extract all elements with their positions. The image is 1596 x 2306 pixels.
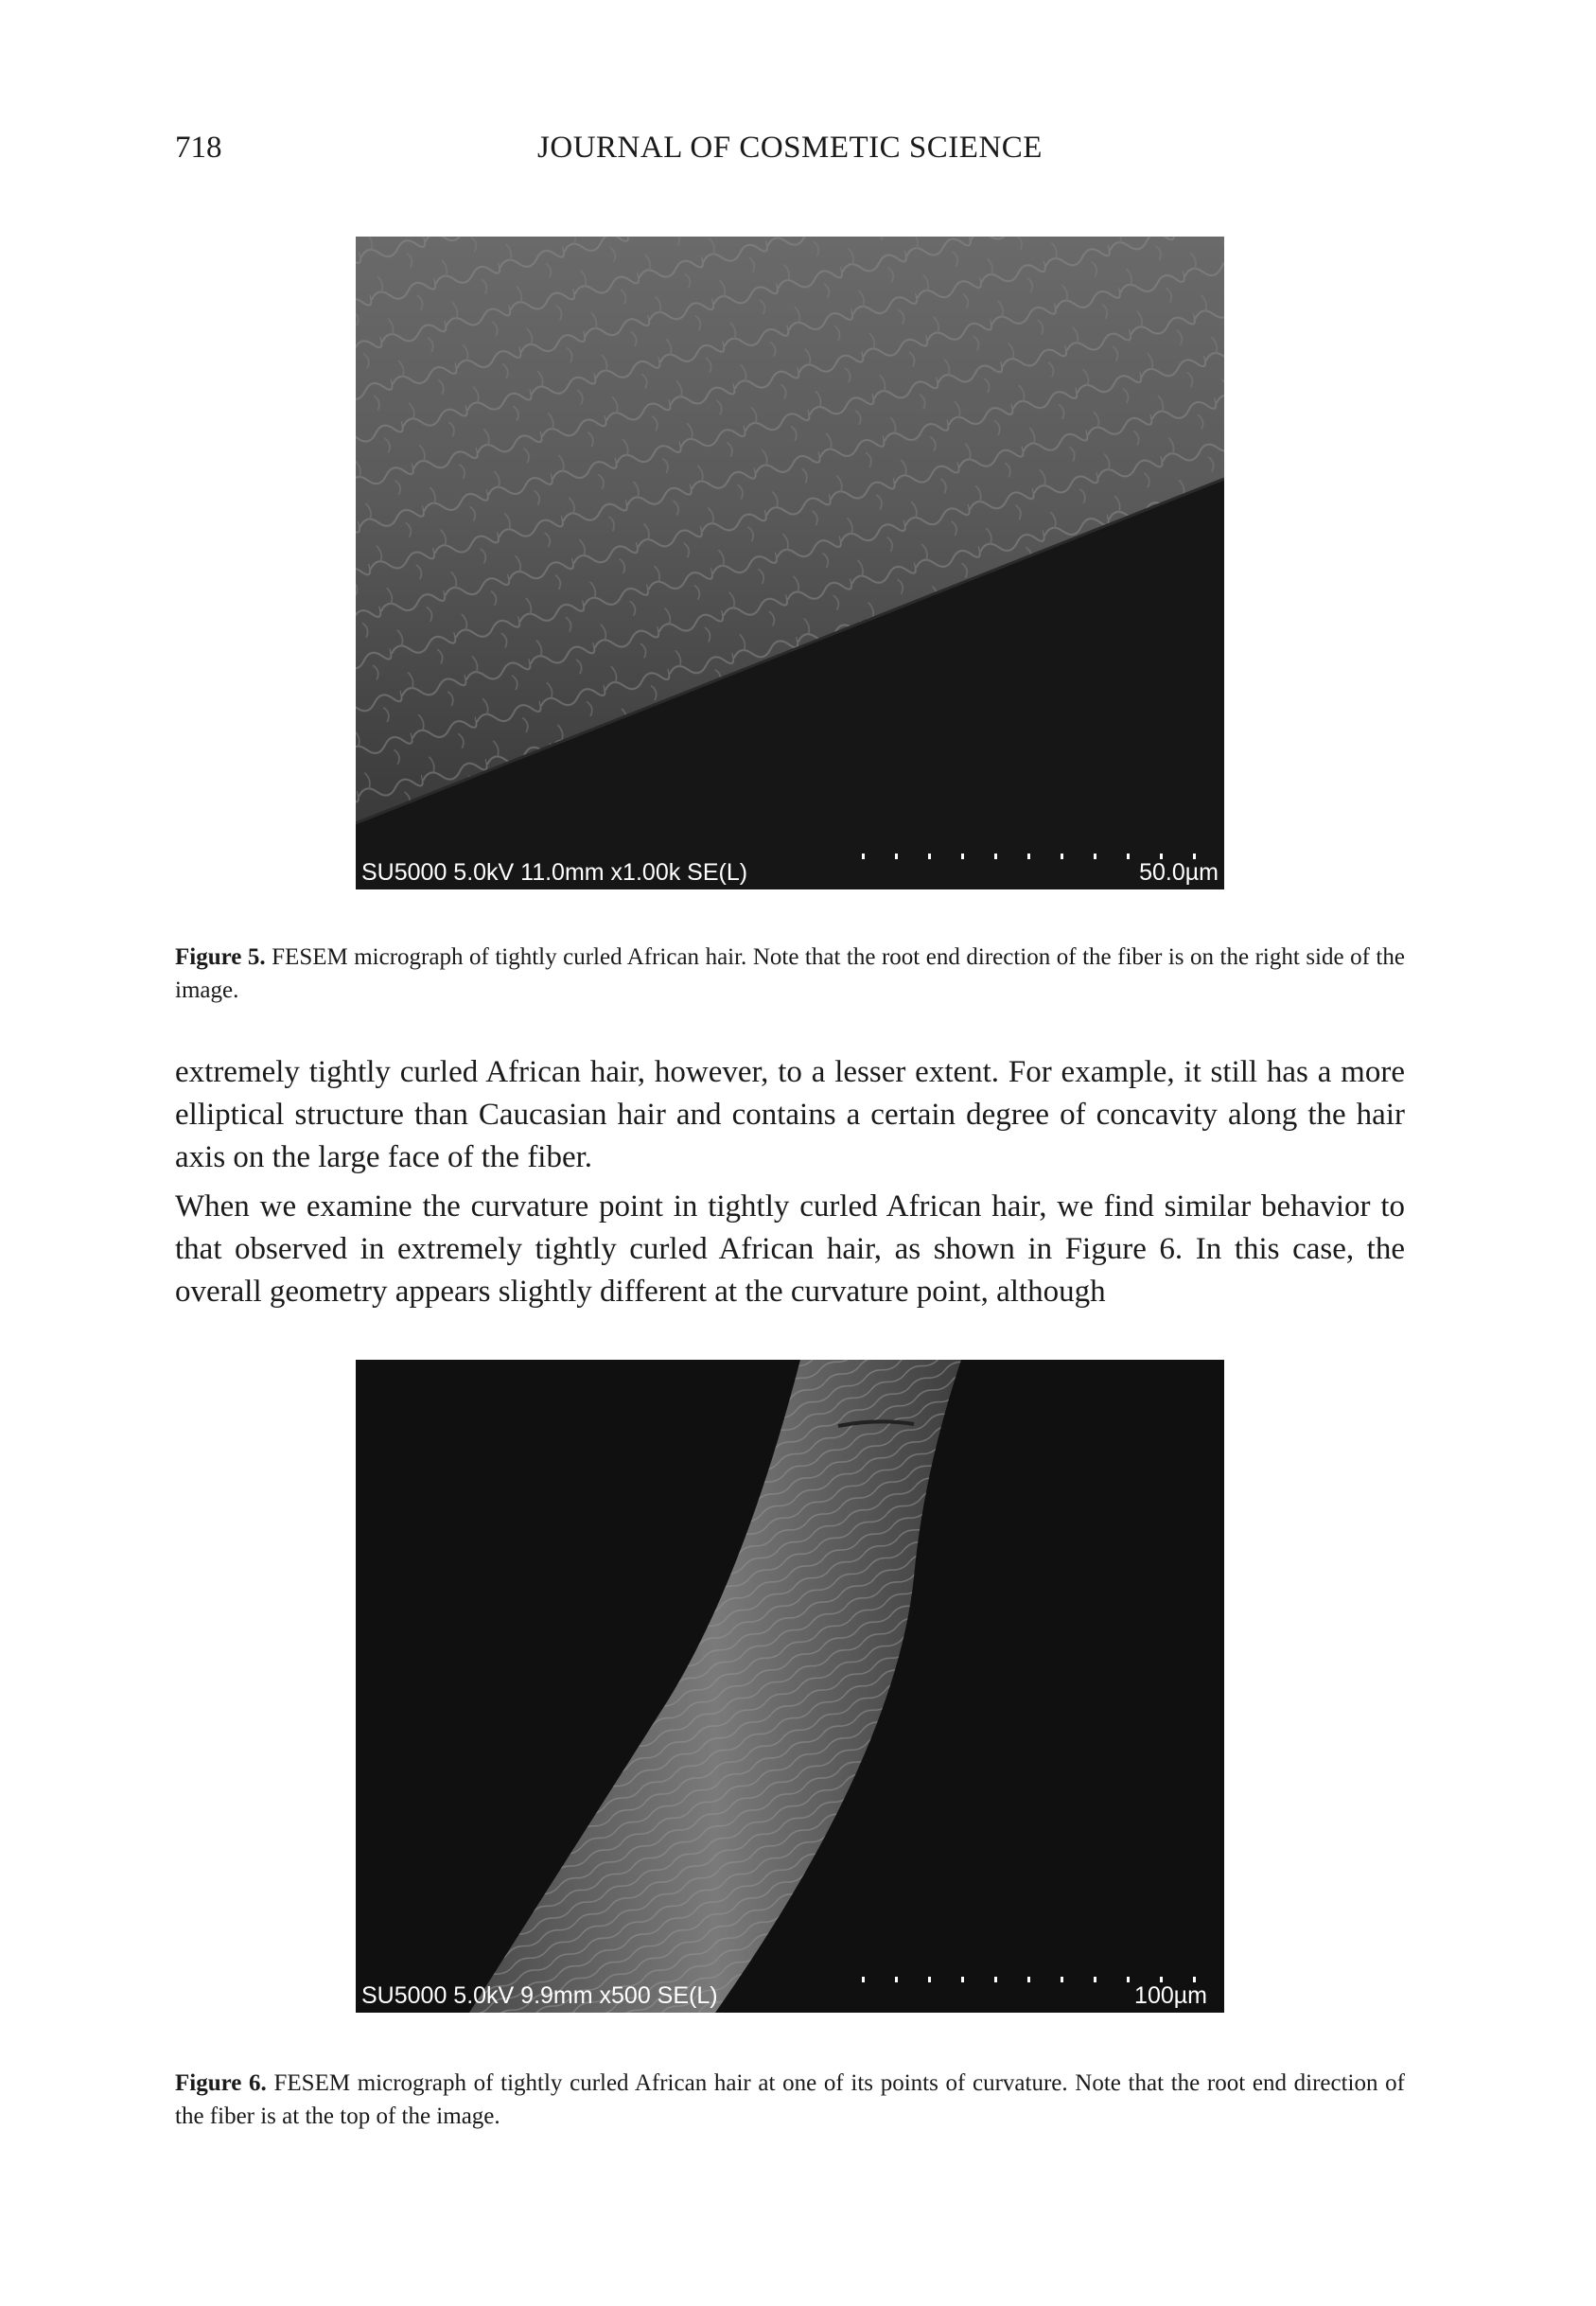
- fig6-sem-info: SU5000 5.0kV 9.9mm x500 SE(L): [361, 1982, 718, 2009]
- figure-6-caption: [175, 2067, 1405, 2133]
- fig6-scale-label: 100µm: [1134, 1982, 1207, 2009]
- body-paragraph-1: extremely tightly curled African hair, however, to a lesser extent. For example, it still has a more elliptical structure than Caucasian hair and contains a certain degree of concavity along the hair axis on the large face of the fiber.: [175, 1055, 1405, 1174]
- fig5-sem-info: SU5000 5.0kV 11.0mm x1.00k SE(L): [361, 859, 748, 886]
- journal-title: JOURNAL OF COSMETIC SCIENCE: [537, 131, 1043, 165]
- figure-5-caption-text: FESEM micrograph of tightly curled African hair. Note that the root end direction of the fiber is on the right side of the image.: [175, 944, 1405, 1003]
- page-number: 718: [175, 131, 222, 165]
- figure-5-micrograph: [356, 237, 1224, 889]
- figure-6-label: Figure 6.: [175, 2070, 267, 2096]
- figure-5-caption: [175, 941, 1405, 1007]
- figure-6-caption-text: FESEM micrograph of tightly curled African hair at one of its points of curvature. Note that the root end direction of the fiber is at the top of the image.: [175, 2070, 1406, 2129]
- figure-5-label: Figure 5.: [175, 944, 266, 970]
- body-paragraph-2: When we examine the curvature point in tightly curled African hair, we find similar behavior to that observed in extremely tightly curled African hair, as shown in Figure 6. In this case, the overall geometry appears slightly different at the curvature point, although: [175, 1189, 1405, 1309]
- fig5-scale-label: 50.0µm: [1139, 859, 1219, 886]
- running-head: [175, 131, 1405, 168]
- figure-6-micrograph: [356, 1360, 1224, 2013]
